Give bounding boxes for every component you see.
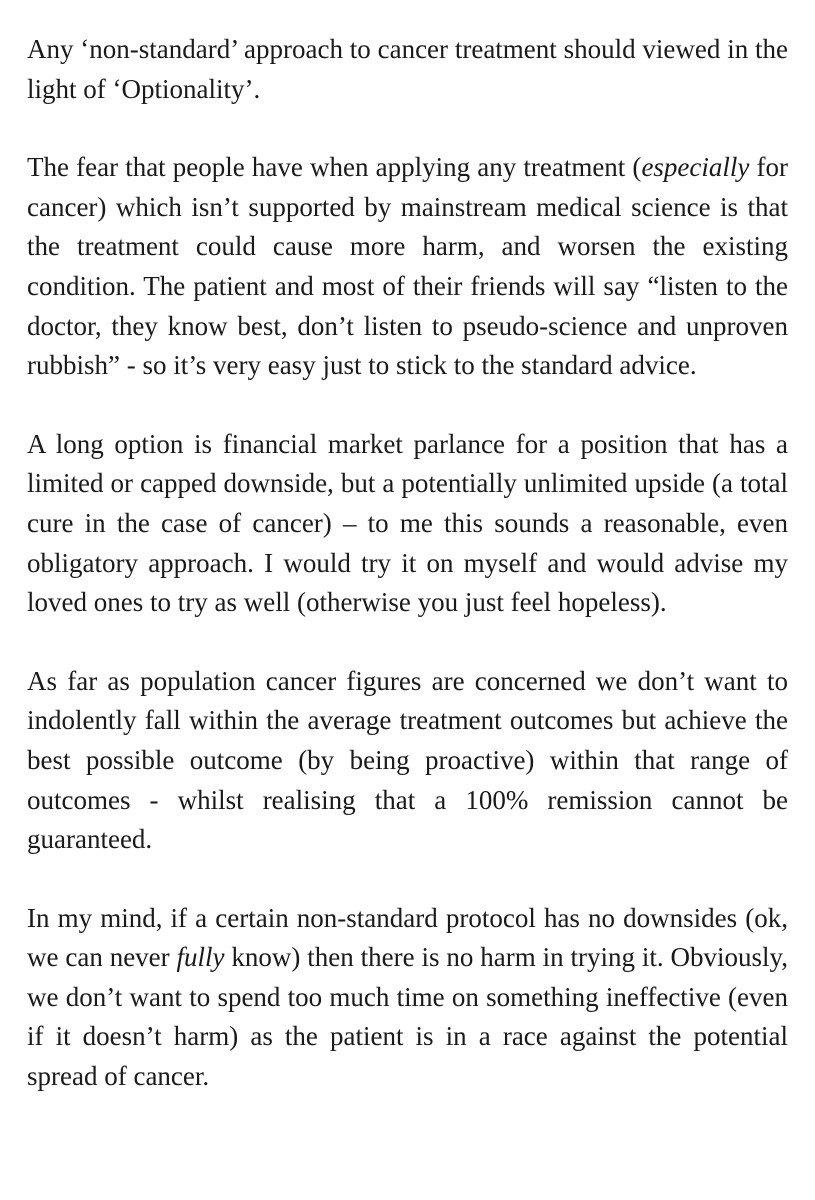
- paragraph-text: A long option is financial market parlance for a position that has a limited or capped downside, but a potentially unlimited upside (a total cure in the case of cancer) – to me this sounds a reasonable, even obligatory approach. I would try it on myself and would advise my loved ones to try as well (otherwise you just feel hopeless).: [27, 428, 788, 618]
- paragraph-text: know) then there is no harm in trying it. Obviously, we don’t want to spend too much time on something ineffective (even if it doesn’t harm) as the patient is in a race against the potential spread of cancer.: [27, 942, 788, 1092]
- paragraph-text: Any ‘non-standard’ approach to cancer treatment should viewed in the light of ‘Optionality’.: [27, 34, 788, 104]
- paragraph-population-figures: [27, 662, 788, 860]
- document-body: [27, 30, 788, 1097]
- paragraph-no-harm: [27, 899, 788, 1097]
- paragraph-fear: [27, 148, 788, 386]
- paragraph-text: The fear that people have when applying any treatment (: [27, 152, 642, 183]
- paragraph-text: In my mind, if a certain non-standard protocol has no downsides (ok, we can never: [27, 902, 788, 973]
- paragraph-text: for cancer) which isn’t supported by mainstream medical science is that the treatment could cause more harm, and worsen the existing condition. The patient and most of their friends will say “listen to the doctor, they know best, don’t listen to pseudo-science and unproven rubbish” - so it’s very easy just to stick to the standard advice.: [27, 152, 789, 381]
- paragraph-long-option: [27, 425, 788, 623]
- emphasis-especially: especially: [641, 152, 750, 183]
- paragraph-text: As far as population cancer figures are concerned we don’t want to indolently fall within the average treatment outcomes but achieve the best possible outcome (by being proactive) within that range of outcomes - whilst realising that a 100% remission cannot be guaranteed.: [27, 665, 788, 855]
- paragraph-optionality: [27, 30, 788, 109]
- emphasis-fully: fully: [176, 942, 225, 973]
